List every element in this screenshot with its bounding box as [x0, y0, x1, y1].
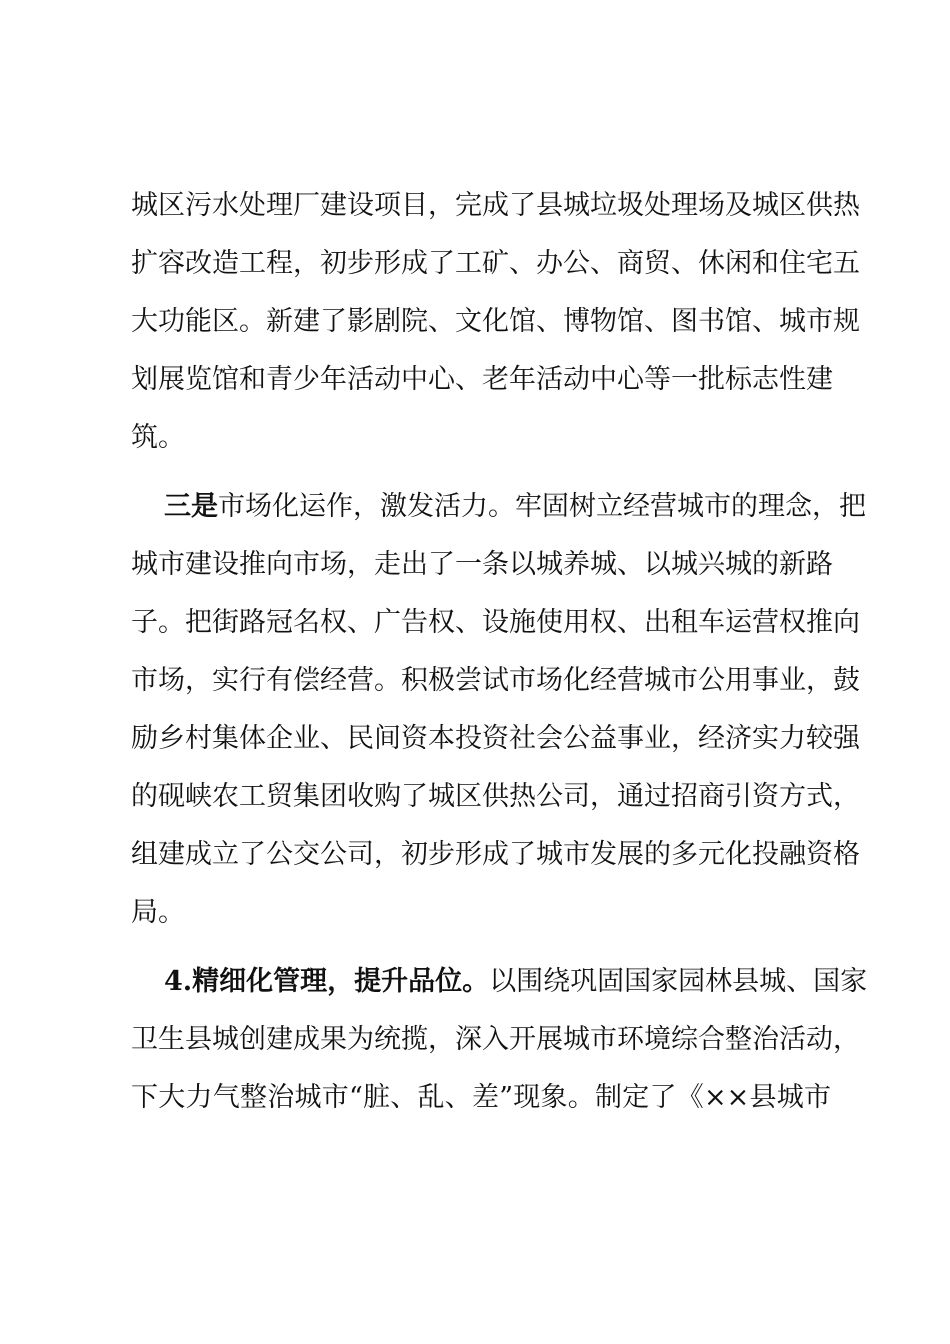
paragraph-2-line-1 [164, 487, 866, 527]
paragraph-2-line-4: 市场，实行有偿经营。积极尝试市场化经营城市公用事业，鼓 [131, 665, 860, 696]
paragraph-3-lead-text: 以围绕巩固国家园林县城、国家 [489, 966, 868, 997]
paragraph-1-line-5: 筑。 [131, 422, 185, 453]
paragraph-3-heading: 4.精细化管理，提升品位。 [164, 966, 490, 997]
paragraph-2-line-2: 城市建设推向市场，走出了一条以城养城、以城兴城的新路 [131, 549, 833, 580]
paragraph-2-line-5: 励乡村集体企业、民间资本投资社会公益事业，经济实力较强 [131, 723, 860, 754]
paragraph-2-line-3: 子。把街路冠名权、广告权、设施使用权、出租车运营权推向 [131, 607, 860, 638]
paragraph-3-line-3: 下大力气整治城市“脏、乱、差”现象。制定了《××县城市 [131, 1082, 831, 1113]
paragraph-2-heading: 三是 [164, 491, 218, 522]
paragraph-3-line-2: 卫生县城创建成果为统揽，深入开展城市环境综合整治活动， [131, 1024, 860, 1055]
paragraph-1-line-3: 大功能区。新建了影剧院、文化馆、博物馆、图书馆、城市规 [131, 306, 860, 337]
paragraph-2-line-7: 组建成立了公交公司，初步形成了城市发展的多元化投融资格 [131, 839, 860, 870]
paragraph-1-line-2: 扩容改造工程，初步形成了工矿、办公、商贸、休闲和住宅五 [131, 248, 860, 279]
paragraph-3-line-1 [164, 962, 868, 1002]
paragraph-2-line-6: 的砚峡农工贸集团收购了城区供热公司，通过招商引资方式， [131, 781, 860, 812]
paragraph-1-line-4: 划展览馆和青少年活动中心、老年活动中心等一批标志性建 [131, 364, 833, 395]
paragraph-1-line-1: 城区污水处理厂建设项目，完成了县城垃圾处理场及城区供热 [131, 190, 860, 221]
paragraph-2-line-8: 局。 [131, 897, 185, 928]
paragraph-2-lead-text: 市场化运作，激发活力。牢固树立经营城市的理念，把 [218, 491, 866, 522]
